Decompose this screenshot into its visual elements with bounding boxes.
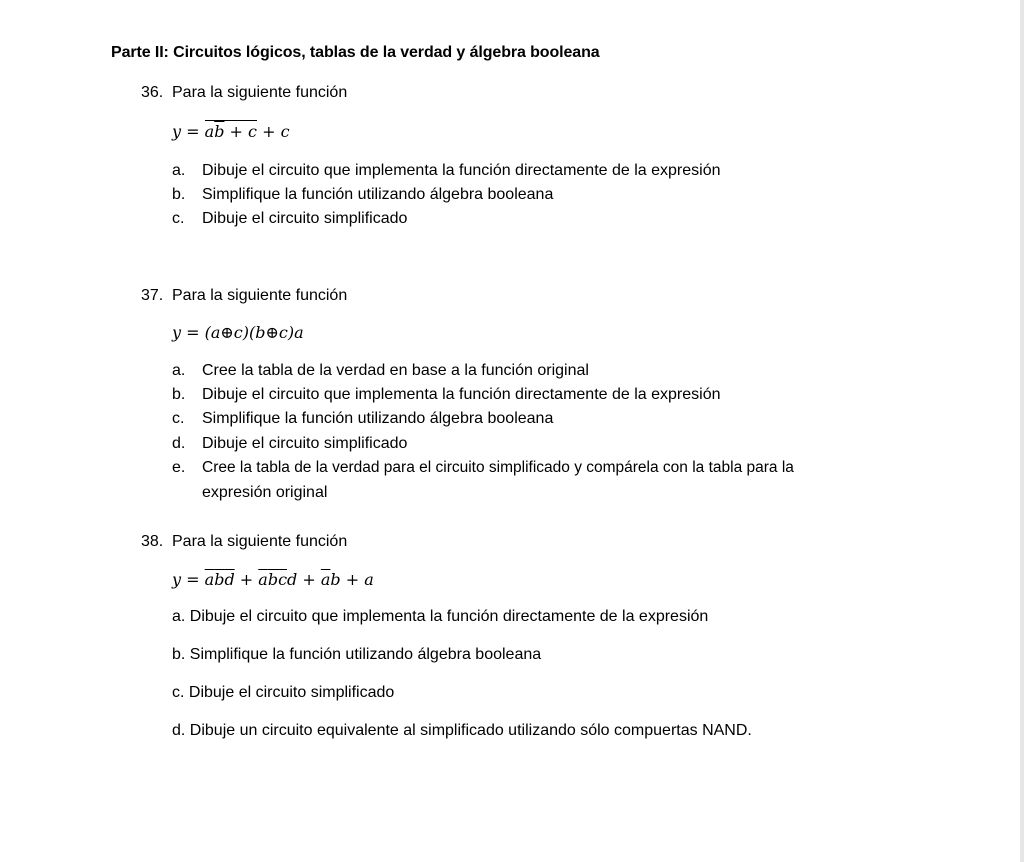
question-36-equation: $y = a\overline{b} + c + c$: [172, 122, 290, 141]
question-37-item-a: Cree la tabla de la verdad en base a la función original: [202, 362, 589, 379]
question-36-item-b-letter: b.: [172, 186, 186, 203]
question-38-number: 38.: [141, 533, 164, 550]
question-37-prompt: Para la siguiente función: [172, 287, 348, 304]
question-36-item-b: Simplifique la función utilizando álgebra booleana: [202, 186, 554, 203]
section-title: Parte II: Circuitos lógicos, tablas de la verdad y álgebra booleana: [111, 44, 600, 61]
question-37-item-c: Simplifique la función utilizando álgebra booleana: [202, 410, 554, 427]
question-38-item-c: c. Dibuje el circuito simplificado: [172, 684, 395, 701]
question-37-item-a-letter: a.: [172, 362, 186, 379]
question-37-item-b: Dibuje el circuito que implementa la función directamente de la expresión: [202, 386, 721, 403]
question-37-item-e-continued: expresión original: [202, 484, 328, 501]
question-36-item-c: Dibuje el circuito simplificado: [202, 210, 408, 227]
question-37-item-c-letter: c.: [172, 410, 185, 427]
question-37-item-d: Dibuje el circuito simplificado: [202, 435, 408, 452]
question-37-number: 37.: [141, 287, 164, 304]
question-37-item-e: Cree la tabla de la verdad para el circuito simplificado y compárela con la tabla para la: [202, 459, 794, 476]
question-38-prompt: Para la siguiente función: [172, 533, 348, 550]
question-36-item-a: Dibuje el circuito que implementa la función directamente de la expresión: [202, 162, 721, 179]
question-37-item-d-letter: d.: [172, 435, 186, 452]
question-37-item-b-letter: b.: [172, 386, 186, 403]
question-36-prompt: Para la siguiente función: [172, 84, 348, 101]
question-38-item-a: a. Dibuje el circuito que implementa la función directamente de la expresión: [172, 608, 709, 625]
question-38-item-d: d. Dibuje un circuito equivalente al simplificado utilizando sólo compuertas NAND.: [172, 722, 752, 739]
question-36-item-a-letter: a.: [172, 162, 186, 179]
question-36-number: 36.: [141, 84, 164, 101]
question-37-equation: y = (a⊕c)(b⊕c)a: [172, 323, 304, 342]
page-edge: [1020, 0, 1024, 862]
question-36-item-c-letter: c.: [172, 210, 185, 227]
question-37-item-e-letter: e.: [172, 459, 186, 476]
question-38-equation: $y = \overline{a}\overline{b}\overline{d} + \overline{a}\overline{b}\overline{c}d + \overline{a}b + a$: [172, 570, 374, 589]
question-38-item-b: b. Simplifique la función utilizando álgebra booleana: [172, 646, 542, 663]
